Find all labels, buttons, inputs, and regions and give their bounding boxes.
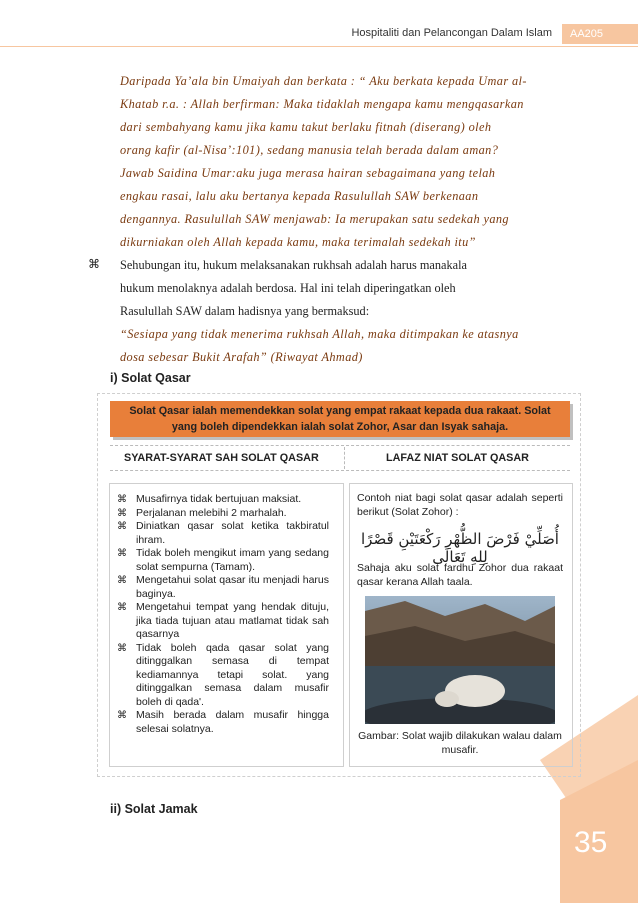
quote-line: dari sembahyang kamu jika kamu takut berlaku fitnah (diserang) oleh [120,120,492,134]
hadith-quote [120,70,560,254]
arabic-niat-text: أُصَلِّيْ فَرْضَ الظُّهْرِ رَكْعَتَيْنِ قَصْرًا لِلهِ تَعَالَى [361,530,559,566]
square-bullet-icon: ⌘ [117,548,127,559]
section-heading-solat-qasar: i) Solat Qasar [110,371,191,385]
quote-line: dosa sebesar Bukit Arafah” (Riwayat Ahmad) [120,350,363,364]
quote-line: dikurniakan oleh Allah kepada kamu, maka terimalah sedekah itu” [120,235,476,249]
list-item: ⌘ Perjalanan melebihi 2 marhalah. [117,506,287,519]
conditions-list [117,493,329,736]
quote-line: Daripada Ya’ala bin Umaiyah dan berkata : “ Aku berkata kepada Umar al- [120,74,527,88]
paragraph-line: Sehubungan itu, hukum melaksanakan rukhsah adalah harus manakala [120,258,467,272]
page-number: 35 [574,826,608,859]
list-item: ⌘ Tidak boleh qada qasar solat yang ditinggalkan semasa di tempat kediamannya tetapi solat. yang ditinggalkan semasa dalam musafir boleh di qada'. [117,641,329,708]
list-item: ⌘ Diniatkan qasar solat ketika takbiratul ihram. [117,520,329,546]
divider [110,470,570,471]
square-bullet-icon: ⌘ [117,710,127,721]
list-item: ⌘ Masih berada dalam musafir hingga selesai solatnya. [117,709,329,735]
square-bullet-icon: ⌘ [117,494,127,505]
square-bullet-icon: ⌘ [117,507,127,519]
list-item: ⌘ Mengetahui tempat yang hendak dituju, jika tiada tujuan atau matlamat tidak sah qasarnya [117,601,329,640]
quote-line: Jawab Saidina Umar:aku juga merasa hairan sebagaimana yang telah [120,166,496,180]
paragraph-line: Rasulullah SAW dalam hadisnya yang bermaksud: [120,304,370,318]
definition-line: Solat Qasar ialah memendekkan solat yang empat rakaat kepada dua rakaat. Solat [129,405,551,417]
divider [110,445,570,446]
quote-line: orang kafir (al-Nisa’:101), sedang manusia telah berada dalam aman? [120,143,499,157]
square-bullet-icon: ⌘ [117,575,127,586]
course-code-tag: AA205 [562,24,638,44]
quote-line: Khatab r.a. : Allah berfirman: Maka tidaklah mengapa kamu mengqasarkan [120,97,524,111]
conditions-heading: SYARAT-SYARAT SAH SOLAT QASAR [124,452,319,464]
square-bullet-icon: ⌘ [117,521,127,532]
prayer-photo [365,596,555,724]
list-item: ⌘ Mengetahui solat qasar itu menjadi harus baginya. [117,574,329,600]
header-title: Hospitaliti dan Pelancongan Dalam Islam [351,27,552,39]
definition-banner [110,401,570,437]
list-item: ⌘ Musafirnya tidak bertujuan maksiat. [117,493,302,505]
quote-line: engkau rasai, lalu aku bertanya kepada Rasulullah SAW berkenaan [120,189,479,203]
section-heading-solat-jamak: ii) Solat Jamak [110,802,198,816]
square-bullet-icon: ⌘ [88,257,100,271]
niat-heading: LAFAZ NIAT SOLAT QASAR [386,452,529,464]
photo-caption: Gambar: Solat wajib dilakukan walau dalam musafir. [358,730,562,756]
definition-line: yang boleh dipendekkan ialah solat Zohor, Asar dan Isyak sahaja. [171,421,509,433]
list-item: ⌘ Tidak boleh mengikut imam yang sedang solat sempurna (Tamam). [117,547,329,573]
square-bullet-icon: ⌘ [117,642,127,654]
rukhsah-paragraph [120,254,560,369]
quote-line: dengannya. Rasulullah SAW menjawab: Ia merupakan satu sedekah yang [120,212,509,226]
quote-line: “Sesiapa yang tidak menerima rukhsah Allah, maka ditimpakan ke atasnya [120,327,519,341]
square-bullet-icon: ⌘ [117,602,127,613]
column-divider [344,447,346,469]
niat-intro: Contoh niat bagi solat qasar adalah seperti berikut (Solat Zohor) : [357,492,563,518]
paragraph-line: hukum menolaknya adalah berdosa. Hal ini telah diperingatkan oleh [120,281,456,295]
niat-meaning: Sahaja aku solat fardhu Zohor dua rakaat qasar kerana Allah taala. [357,562,563,588]
